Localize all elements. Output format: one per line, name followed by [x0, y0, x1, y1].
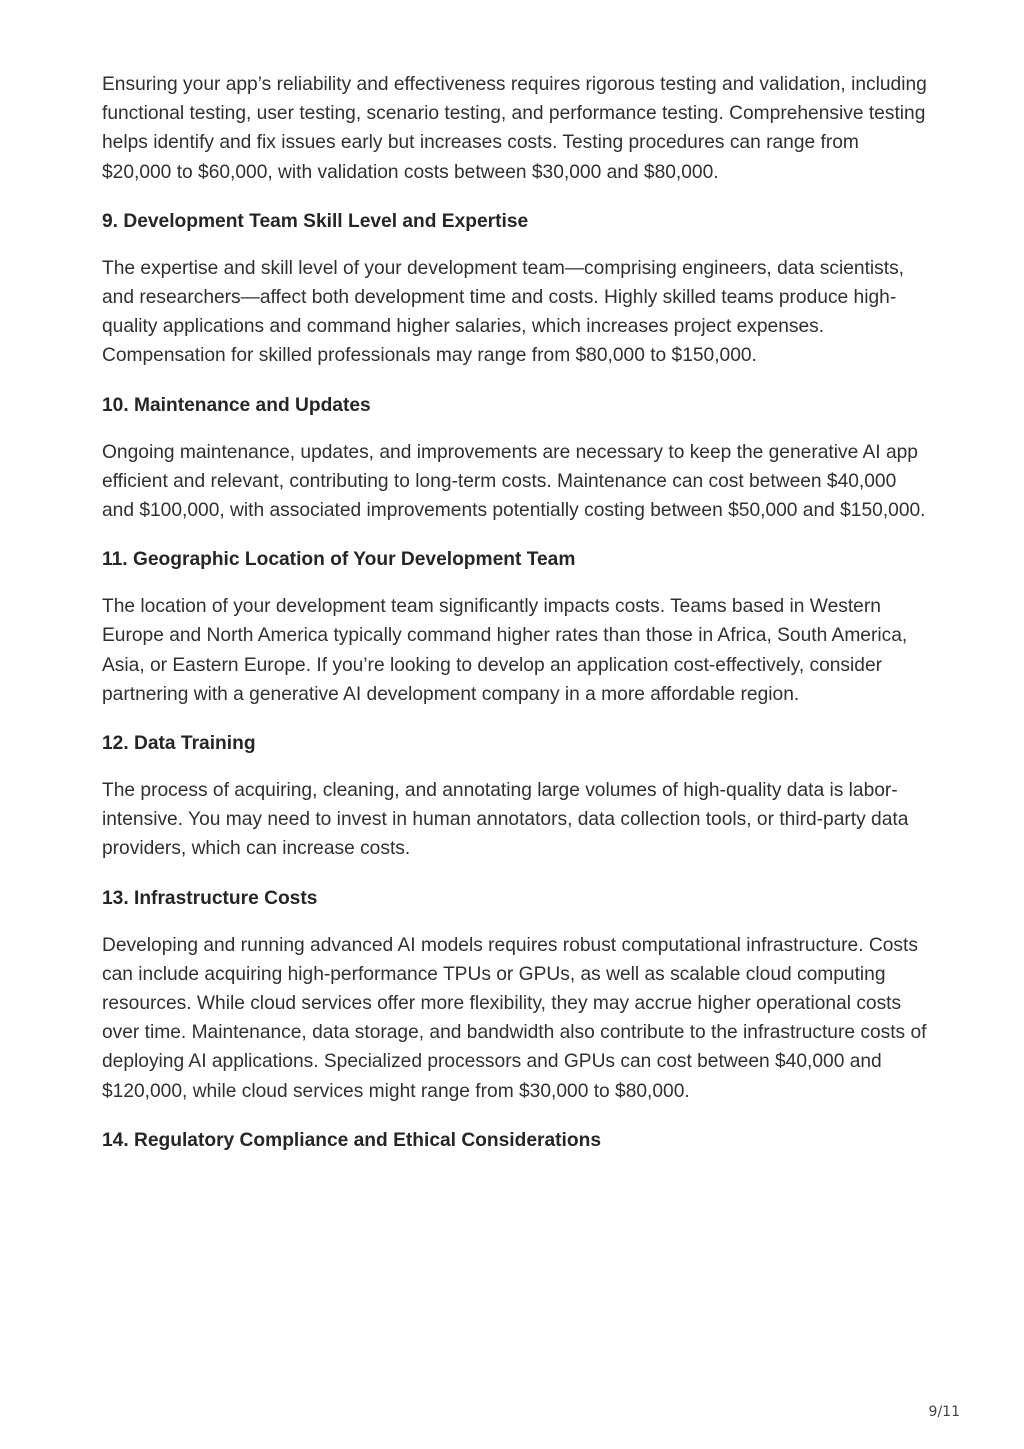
section-heading-geographic-location: 11. Geographic Location of Your Development Team	[102, 549, 576, 571]
section-body-infrastructure-costs: Developing and running advanced AI models requires robust computational infrastructure. Costs can include acquiring high-performance TPUs or GPUs, as well as scalable cloud computing resources. While cloud services offer more flexibility, they may accrue higher operational costs over time. Maintenance, data storage, and bandwidth also contribute to the infrastructure costs of deploying AI applications. Specialized processors and GPUs can cost between $40,000 and $120,000, while cloud services might range from $30,000 to $80,000.	[102, 934, 927, 1102]
section-body-maintenance: Ongoing maintenance, updates, and improvements are necessary to keep the generative AI app efficient and relevant, contributing to long-term costs. Maintenance can cost between $40,000 and $100,000, with associated improvements potentially costing between $50,000 and $150,000.	[102, 441, 926, 522]
section-heading-maintenance: 10. Maintenance and Updates	[102, 394, 371, 416]
section-body-geographic-location: The location of your development team significantly impacts costs. Teams based in Western Europe and North America typically command higher rates than those in Africa, South America, Asia, or Eastern Europe. If you’re looking to develop an application cost-effectively, consider partnering with a generative AI development company in a more affordable region.	[102, 596, 908, 705]
section-body-data-training: The process of acquiring, cleaning, and annotating large volumes of high-quality data is labor-intensive. You may need to invest in human annotators, data collection tools, or third-party data providers, which can increase costs.	[102, 780, 909, 860]
section-body-skill-level: The expertise and skill level of your development team—comprising engineers, data scientists, and researchers—affect both development time and costs. Highly skilled teams produce high-quality applications and command higher salaries, which increases project expenses. Compensation for skilled professionals may range from $80,000 to $150,000.	[102, 257, 905, 367]
section-heading-skill-level: 9. Development Team Skill Level and Expertise	[102, 210, 529, 232]
section-heading-regulatory-compliance: 14. Regulatory Compliance and Ethical Considerations	[102, 1129, 601, 1151]
intro-paragraph: Ensuring your app’s reliability and effectiveness requires rigorous testing and validation, including functional testing, user testing, scenario testing, and performance testing. Comprehensive testing helps identify and fix issues early but increases costs. Testing procedures can range from $20,000 to $60,000, with validation costs between $30,000 and $80,000.	[102, 74, 927, 183]
section-heading-data-training: 12. Data Training	[102, 733, 256, 755]
page-number: 9/11	[928, 1404, 960, 1420]
section-heading-infrastructure-costs: 13. Infrastructure Costs	[102, 887, 318, 909]
document-body	[102, 70, 932, 1173]
